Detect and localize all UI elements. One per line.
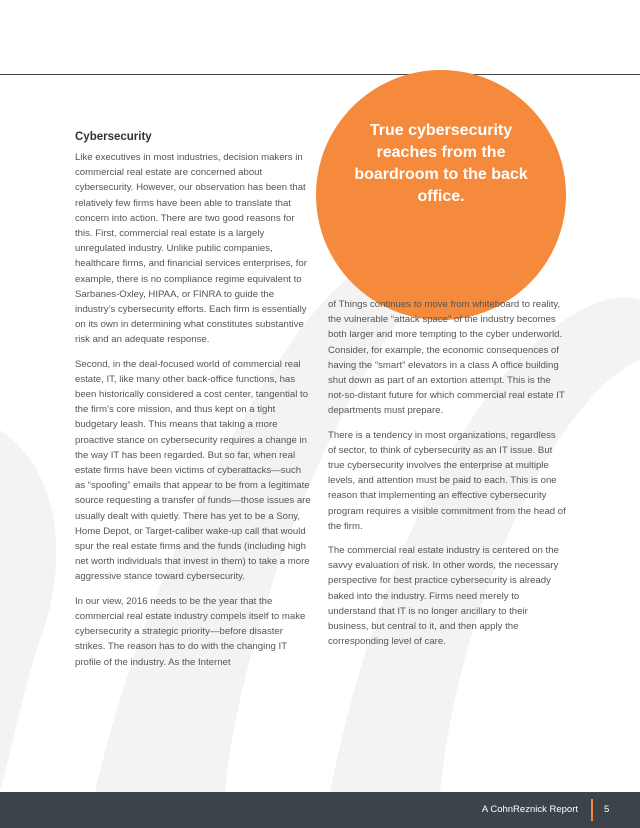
paragraph: There is a tendency in most organizations, regardless of sector, to think of cybersecurity as an IT issue. But true cybersecurity involves the enterprise at multiple levels, and attention must be paid to each. This is one reason that implementing an effective cybersecurity program requires a visible commitment from the head of the firm. [328, 429, 566, 532]
paragraph: of Things continues to move from whiteboard to reality, the vulnerable “attack space” of the industry becomes both larger and more tempting to the cyber underworld. Consider, for example, the economic consequences of having the “smart” elevators in a class A office building shut down as part of an extortion attempt. This is the not-so-distant future for which commercial real estate IT departments must prepare. [328, 299, 565, 417]
paragraph: Like executives in most industries, decision makers in commercial real estate are concerned about cybersecurity. However, our observation has been that relatively few firms have been able to translate that concern into action. There are two good reasons for this. First, commercial real estate is a largely unregulated industry. Unlike public companies, healthcare firms, and financial services enterprises, for example, there is no compliance regime equivalent to Sarbanes-Oxley, HIPAA, or FINRA to guide the industry’s cybersecurity efforts. Each firm is essentially on its own in determining what constitutes substantive risk and an adequate response. [75, 152, 307, 346]
page-footer [0, 792, 640, 828]
right-text-column [328, 297, 566, 658]
section-heading: Cybersecurity [75, 131, 152, 143]
pull-quote-circle [316, 70, 566, 320]
paragraph: In our view, 2016 needs to be the year that the commercial real estate industry compels itself to make cybersecurity a strategic priority—before disaster strikes. The reason has to do with the changing IT profile of the industry. As the Internet [75, 595, 306, 668]
page-number: 5 [604, 804, 610, 815]
footer-divider [591, 799, 593, 821]
left-text-column [75, 130, 313, 679]
pull-quote-text: True cybersecurity reaches from the boardroom to the back office. [354, 122, 528, 205]
report-label: A CohnReznick Report [481, 804, 578, 815]
paragraph: The commercial real estate industry is centered on the savvy evaluation of risk. In other words, the necessary perspective for best practice cybersecurity is already baked into the industry. Firms need merely to understand that IT is no longer ancillary to their business, but central to it, and then apply the corresponding level of care. [328, 545, 559, 648]
top-divider-line [0, 74, 640, 75]
paragraph: Second, in the deal-focused world of commercial real estate, IT, like many other back-office functions, has been historically considered a cost center, tangential to the firm’s core mission, and thus kept on a tight budgetary leash. This means that taking a more proactive stance on cybersecurity requires a change in the way IT has been regarded. But so far, when real estate firms have been victims of cyberattacks—such as “spoofing” emails that appear to be from a legitimate source requesting a transfer of funds—those issues are usually dealt with quietly. There has yet to be a Sony, Home Depot, or Target-caliber wake-up call that would spur the real estate firms and the funds (including high net worth individuals that invest in them) to take a more aggressive stance toward cybersecurity. [75, 358, 311, 583]
